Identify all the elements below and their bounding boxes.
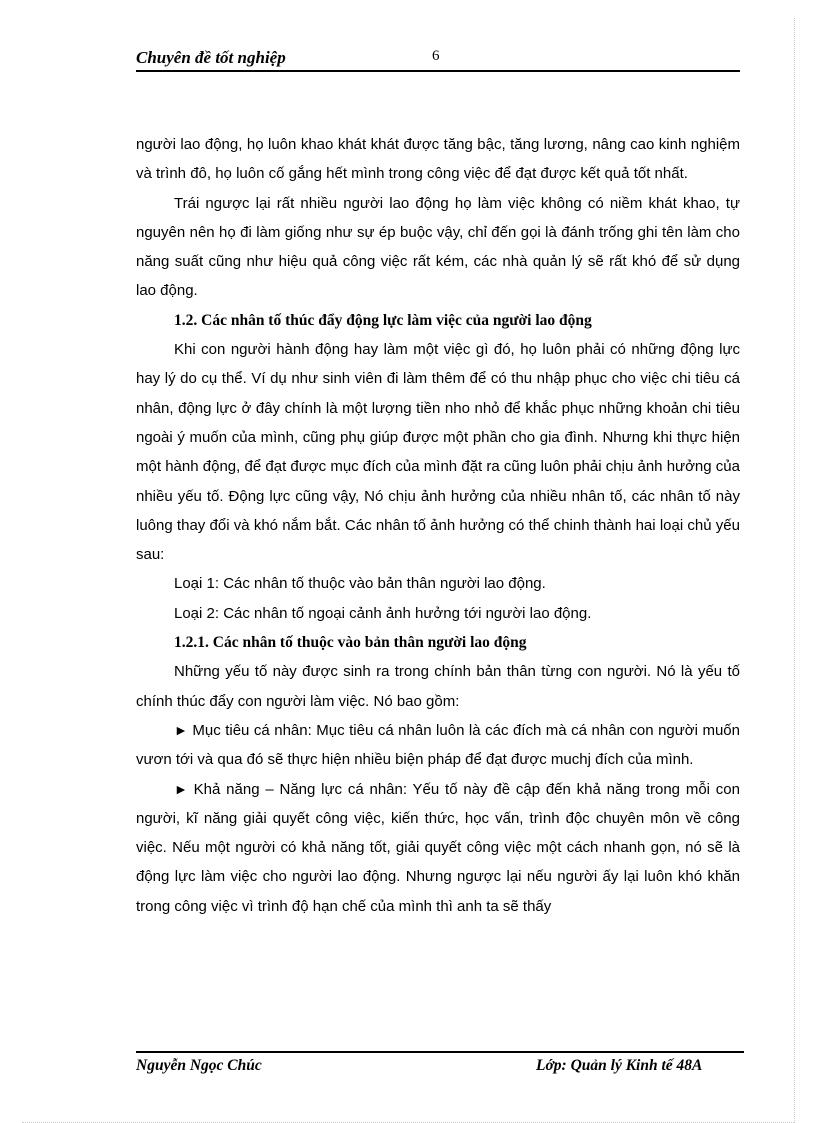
paragraph: Những yếu tố này được sinh ra trong chính bản thân từng con người. Nó là yếu tố chính thúc đẩy con người làm việc. Nó bao gồm: — [136, 663, 740, 710]
bullet-text: Khả năng – Năng lực cá nhân: Yếu tố này đề cập đến khả năng trong mỗi con người, kĩ năng giải quyết công việc, kiến thức, học vấn, trình độc chuyên môn về công việc. Nếu một người có khả năng tốt, giải quyết công việc một cách nhanh gọn, nó sẽ là động lực làm việc cho người lao động. Nhưng ngược lại nếu người ấy lại luôn khó khăn trong công việc vì trình độ hạn chế của mình thì anh ta sẽ thấy — [136, 780, 740, 915]
header-title: Chuyên đề tốt nghiệp — [136, 48, 286, 67]
document-body — [136, 130, 740, 921]
page-number: 6 — [432, 48, 440, 64]
section-heading: 1.2. Các nhân tố thúc đẩy động lực làm việc của người lao động — [174, 311, 592, 329]
footer-rule — [136, 1051, 744, 1053]
paragraph: Trái ngược lại rất nhiều người lao động họ làm việc không có niềm khát khao, tự nguyên nên họ đi làm giống như sự ép buộc vậy, chỉ đến gọi là đánh trống ghi tên làm cho năng suất cũng như hiệu quả công việc rất kém, các nhà quản lý sẽ rất khó để sử dụng lao động. — [136, 194, 740, 300]
footer-author: Nguyễn Ngọc Chúc — [136, 1057, 262, 1074]
paragraph: Loại 1: Các nhân tố thuộc vào bản thân người lao động. — [174, 575, 546, 593]
paragraph: Khi con người hành động hay làm một việc gì đó, họ luôn phải có những động lực hay lý do cụ thể. Ví dụ như sinh viên đi làm thêm để có thu nhập phục cho việc chi tiêu cá nhân, động lực ở đây chính là một lượng tiền nho nhỏ để khắc phục những khoản chi tiêu ngoài ý muốn của mình, cũng phụ giúp được một phần cho gia đình. Nhưng khi thực hiện một hành động, để đạt được mục đích của mình đặt ra cũng luôn phải chịu ảnh hưởng của nhiều yếu tố. Động lực cũng vậy, Nó chịu ảnh hưởng của nhiều nhân tố, các nhân tố này luông thay đổi và khó nắm bắt. Các nhân tố ảnh hưởng có thể chinh thành hai loại chủ yếu sau: — [136, 341, 740, 564]
triangle-bullet-icon: ► — [174, 780, 188, 797]
bullet-item — [136, 716, 740, 775]
paragraph: Loại 2: Các nhân tố ngoại cảnh ảnh hưởng tới người lao động. — [174, 604, 592, 622]
triangle-bullet-icon: ► — [174, 721, 188, 738]
subsection-heading: 1.2.1. Các nhân tố thuộc vào bản thân người lao động — [174, 634, 527, 652]
footer-class: Lớp: Quản lý Kinh tế 48A — [536, 1057, 703, 1074]
header-rule — [136, 70, 740, 72]
bullet-text: Mục tiêu cá nhân: Mục tiêu cá nhân luôn là các đích mà cá nhân con người muốn vươn tới và qua đó sẽ thực hiện nhiều biện pháp để đạt được muchj đích của mình. — [136, 721, 740, 769]
paragraph-continuation: người lao động, họ luôn khao khát khát được tăng bậc, tăng lương, nâng cao kinh nghiệm và trình đô, họ luôn cố gắng hết mình trong công việc để đạt được kết quả tốt nhất. — [136, 136, 740, 183]
bullet-item — [136, 775, 740, 921]
